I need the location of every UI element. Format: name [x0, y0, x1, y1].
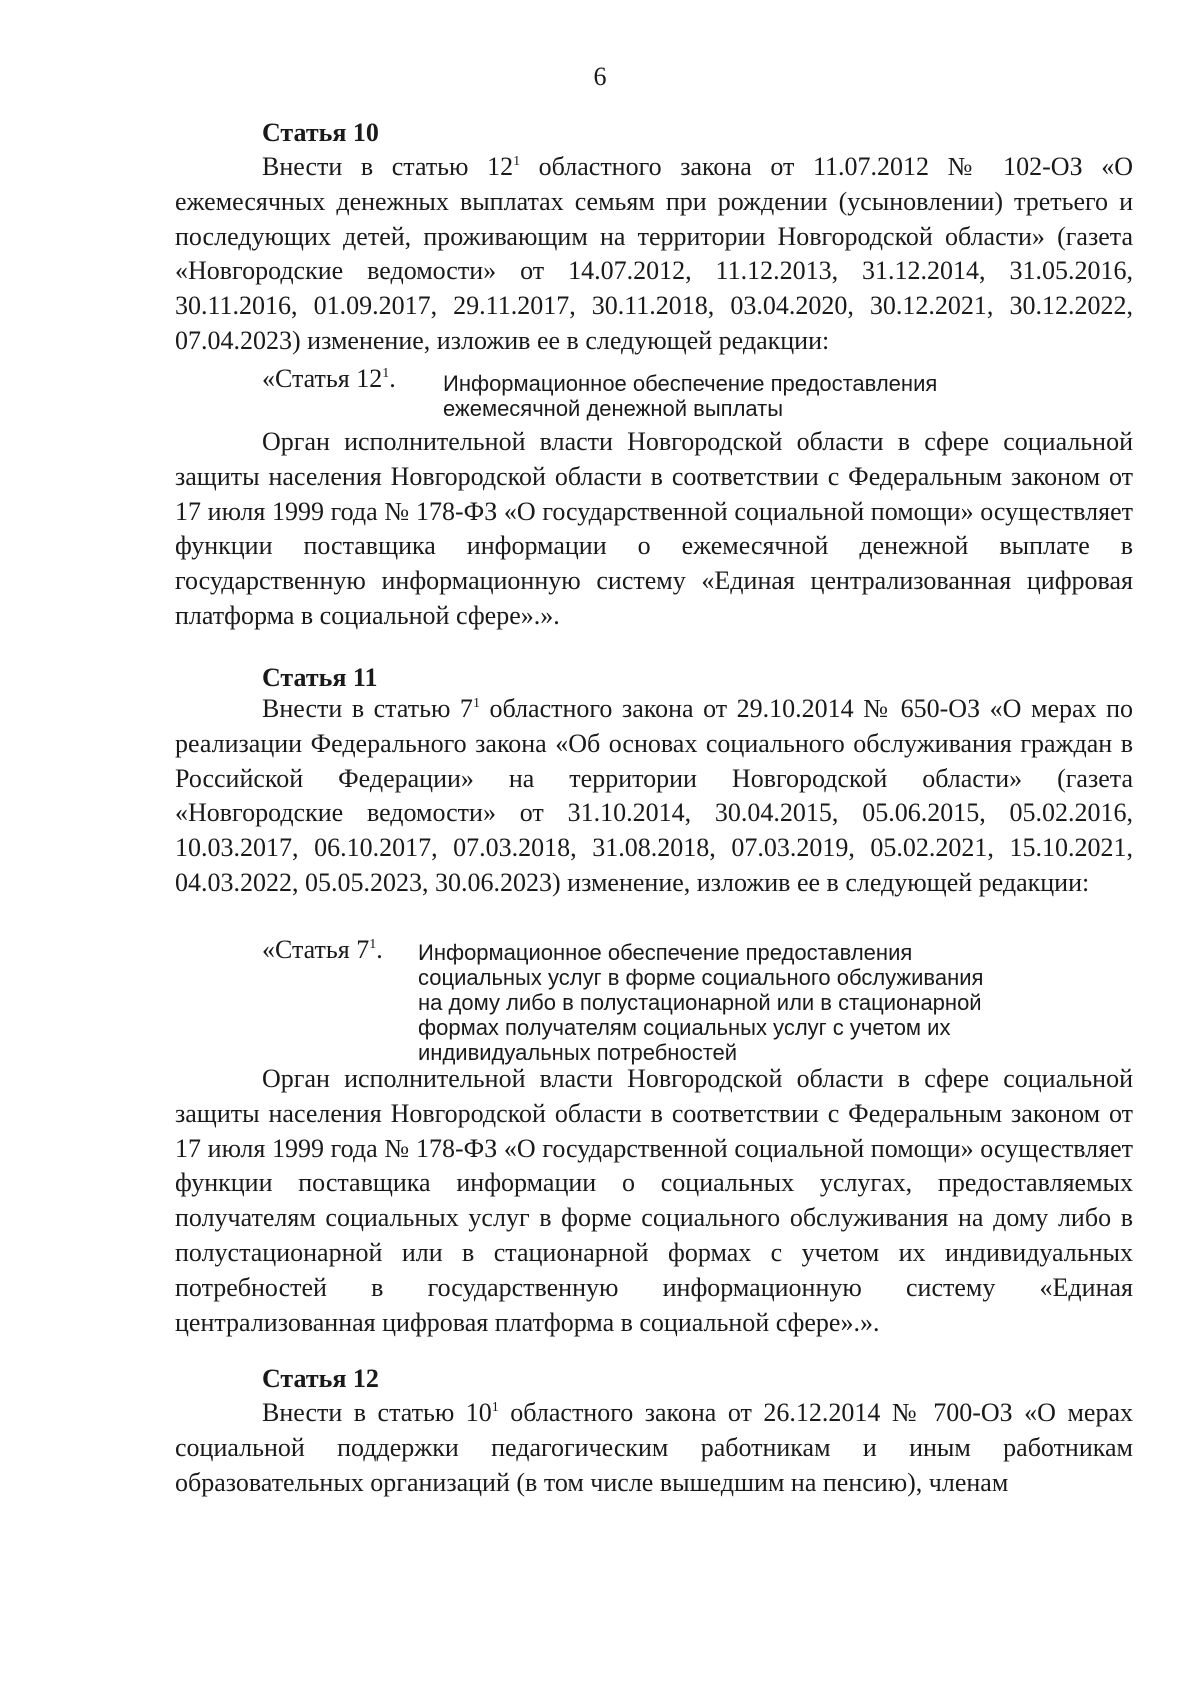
article-11-intro-text: Внести в статью 7 [262, 694, 473, 723]
article-12-intro-text: Внести в статью 10 [262, 1398, 492, 1427]
page-number: 6 [593, 62, 607, 91]
article-11-quoted-label [262, 937, 383, 962]
article-10-intro-text: Внести в статью 12 [262, 152, 514, 181]
article-12-intro [175, 1396, 1133, 1500]
article-10-quoted-label [262, 366, 396, 391]
article-10-quoted-title [443, 371, 937, 421]
article-11-intro-text-cont: областного закона от 29.10.2014 № 650-ОЗ «О мерах по реализации Федерального закона «Об основах социального обслуживания граждан в Российской Федерации» на территории Новгородской области» (газета «Новгородские ведомости» от 31.10.2014, 30.04.2015, 05.06.2015, 05.02.2016, 10.03.2017, 06.10.2017, 07.03.2018, 31.08.2018, 07.03.2019, 05.02.2021, 15.10.2021, 04.03.2022, 05.05.2023, 30.06.2023) изменение, изложив ее в следующей редакции: [175, 694, 1133, 897]
article-11-heading: Статья 11 [262, 663, 378, 692]
article-11-intro [175, 692, 1133, 901]
quoted-title-line: Информационное обеспечение предоставления [418, 940, 913, 965]
article-11-quoted-title [418, 940, 983, 1065]
quoted-title-line: на дому либо в полустационарной или в стационарной [418, 990, 982, 1015]
quoted-title-line: формах получателям социальных услуг с учетом их [418, 1015, 951, 1040]
quoted-label-text: «Статья 12 [262, 364, 383, 393]
superscript: 1 [472, 696, 480, 711]
quoted-label-text: «Статья 7 [262, 935, 370, 964]
article-10-heading: Статья 10 [262, 118, 379, 147]
article-12-heading: Статья 12 [262, 1364, 379, 1393]
superscript: 1 [513, 154, 521, 169]
quoted-title-line: социальных услуг в форме социального обслуживания [418, 965, 984, 990]
article-12-intro-text-cont: областного закона от 26.12.2014 № 700-ОЗ «О мерах социальной поддержки педагогическим работникам и иным работникам образовательных организаций (в том числе вышедшим на пенсию), членам [175, 1398, 1133, 1497]
article-10-body: Орган исполнительной власти Новгородской области в сфере социальной защиты населения Новгородской области в соответствии с Федеральным законом от 17 июля 1999 года № 178-ФЗ «О государственной социальной помощи» осуществляет функции поставщика информации о ежемесячной денежной выплате в государственную информационную систему «Единая централизованная цифровая платформа в социальной сфере».». [175, 427, 1133, 630]
quoted-title-line: индивидуальных потребностей [418, 1040, 738, 1065]
article-10-intro-text-cont: областного закона от 11.07.2012 № 102-ОЗ «О ежемесячных денежных выплатах семьям при рождении (усыновлении) третьего и последующих детей, проживающим на территории Новгородской области» (газета «Новгородские ведомости» от 14.07.2012, 11.12.2013, 31.12.2014, 31.05.2016, 30.11.2016, 01.09.2017, 29.11.2017, 30.11.2018, 03.04.2020, 30.12.2021, 30.12.2022, 07.04.2023) изменение, изложив ее в следующей редакции: [175, 152, 1133, 355]
quoted-label-dot: . [376, 935, 383, 964]
quoted-title-line: ежемесячной денежной выплаты [443, 396, 784, 421]
superscript: 1 [369, 937, 377, 952]
quoted-title-line: Информационное обеспечение предоставления [443, 371, 938, 396]
superscript: 1 [382, 366, 390, 381]
superscript: 1 [491, 1400, 499, 1415]
article-10-intro [175, 150, 1133, 359]
article-11-body: Орган исполнительной власти Новгородской области в сфере социальной защиты населения Новгородской области в соответствии с Федеральным законом от 17 июля 1999 года № 178-ФЗ «О государственной социальной помощи» осуществляет функции поставщика информации о социальных услугах, предоставляемых получателям социальных услуг в форме социального обслуживания на дому либо в полустационарной или в стационарной формах с учетом их индивидуальных потребностей в государственную информационную систему «Единая централизованная цифровая платформа в социальной сфере».». [175, 1064, 1133, 1337]
quoted-label-dot: . [389, 364, 396, 393]
